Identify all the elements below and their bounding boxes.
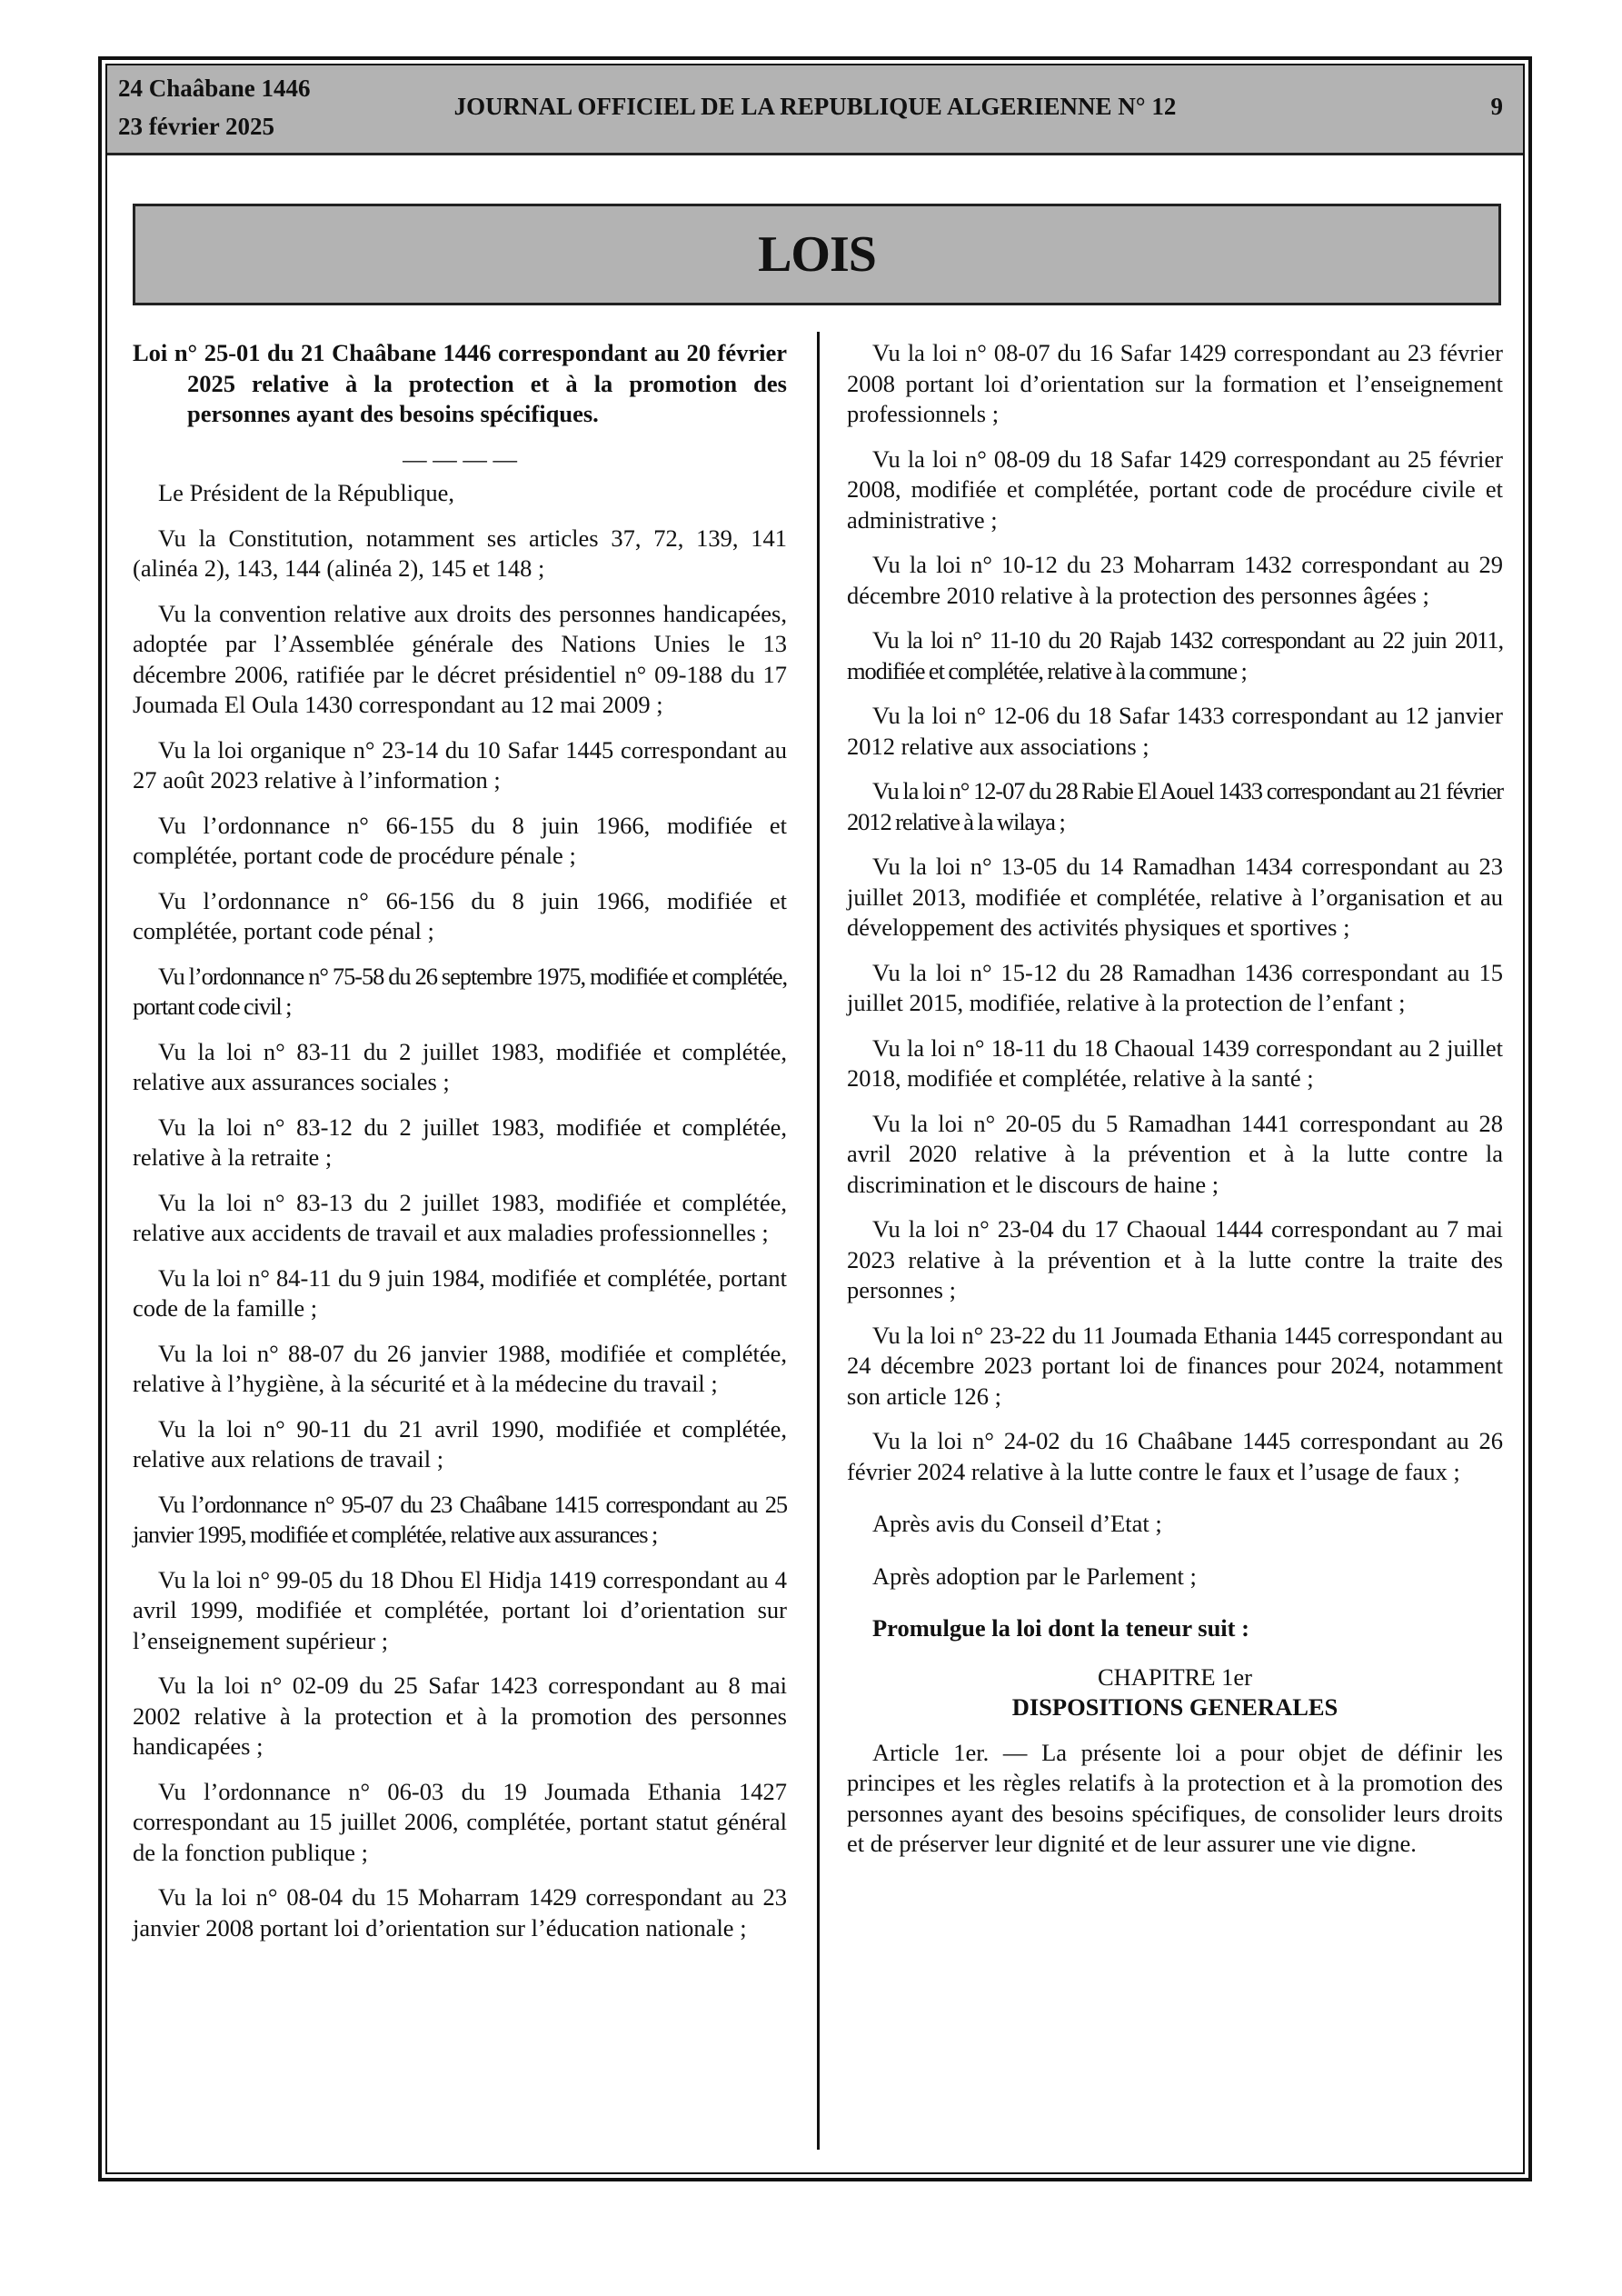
visa-paragraph: Vu la loi n° 15-12 du 28 Ramadhan 1436 correspondant au 15 juillet 2015, modifiée, relative à la protection de l’enfant ; (847, 958, 1503, 1016)
visa-paragraph: Vu la loi n° 11-10 du 20 Rajab 1432 correspondant au 22 juin 2011, modifiée et complétée, relative à la commune ; (847, 626, 1503, 684)
visa-paragraph: Vu la loi n° 83-13 du 2 juillet 1983, modifiée et complétée, relative aux accidents de travail et aux maladies professionnelles ; (133, 1188, 787, 1246)
section-title-box (133, 204, 1501, 305)
visa-paragraph: Vu la loi n° 10-12 du 23 Moharram 1432 correspondant au 29 décembre 2010 relative à la protection des personnes âgées ; (847, 551, 1503, 609)
journal-title: JOURNAL OFFICIEL DE LA REPUBLIQUE ALGERIENNE N° 12 (453, 93, 1177, 120)
president-line: Le Président de la République, (158, 479, 455, 506)
visa-paragraph: Vu la loi n° 02-09 du 25 Safar 1423 correspondant au 8 mai 2002 relative à la protection et à la promotion des personnes handicapées ; (133, 1672, 787, 1760)
visa-paragraph: Vu la loi n° 08-04 du 15 Moharram 1429 correspondant au 23 janvier 2008 portant loi d’orientation sur l’éducation nationale ; (133, 1883, 787, 1942)
visa-paragraph: Vu la loi organique n° 23-14 du 10 Safar 1445 correspondant au 27 août 2023 relative à l’information ; (133, 735, 787, 794)
visa-paragraph: Vu la loi n° 88-07 du 26 janvier 1988, modifiée et complétée, relative à l’hygiène, à la sécurité et à la médecine du travail ; (133, 1339, 787, 1397)
visa-paragraph: Vu l’ordonnance n° 75-58 du 26 septembre 1975, modifiée et complétée, portant code civil ; (133, 962, 787, 1020)
visa-paragraph: Vu l’ordonnance n° 06-03 du 19 Joumada Ethania 1427 correspondant au 15 juillet 2006, complétée, portant statut général de la fonction publique ; (133, 1777, 787, 1866)
law-title: Loi n° 25-01 du 21 Chaâbane 1446 correspondant au 20 février 2025 relative à la protection et à la promotion des personnes ayant des besoins spécifiques. (133, 339, 787, 427)
visa-paragraph: Vu la loi n° 20-05 du 5 Ramadhan 1441 correspondant au 28 avril 2020 relative à la prévention et à la lutte contre la discrimination et le discours de haine ; (847, 1109, 1503, 1198)
visa-paragraph: Vu la loi n° 23-04 du 17 Chaoual 1444 correspondant au 7 mai 2023 relative à la prévention et à la lutte contre la traite des personnes ; (847, 1215, 1503, 1303)
visa-paragraph: Vu la loi n° 99-05 du 18 Dhou El Hidja 1419 correspondant au 4 avril 1999, modifiée et complétée, portant loi d’orientation sur l’enseignement supérieur ; (133, 1565, 787, 1654)
visa-paragraph: Vu la loi n° 13-05 du 14 Ramadhan 1434 correspondant au 23 juillet 2013, modifiée et complétée, relative à l’organisation et au développement des activités physiques et sportives ; (847, 853, 1503, 941)
visa-paragraph: Vu l’ordonnance n° 95-07 du 23 Chaâbane 1415 correspondant au 25 janvier 1995, modifiée et complétée, relative aux assurances ; (133, 1490, 787, 1548)
visa-paragraph: Vu la loi n° 08-07 du 16 Safar 1429 correspondant au 23 février 2008 portant loi d’orientation sur la formation et l’enseignement professionnels ; (847, 339, 1503, 427)
journal-header (107, 65, 1523, 155)
column-divider (817, 332, 820, 2150)
visa-paragraph: Vu la convention relative aux droits des personnes handicapées, adoptée par l’Assemblée générale des Nations Unies le 13 décembre 2006, ratifiée par le décret présidentiel n° 09-188 du 17 Joumada El Oula 1430 correspondant au 12 mai 2009 ; (133, 599, 787, 718)
article-1: Article 1er. — La présente loi a pour objet de définir les principes et les règles relatifs à la protection et à la promotion des personnes ayant des besoins spécifiques, de consolider leurs droits et de préserver leur dignité et de leur assurer une vie digne. (847, 1738, 1503, 1857)
visa-paragraph: Vu la loi n° 83-12 du 2 juillet 1983, modifiée et complétée, relative à la retraite ; (133, 1113, 787, 1171)
visa-paragraph: Vu la loi n° 84-11 du 9 juin 1984, modifiée et complétée, portant code de la famille ; (133, 1263, 787, 1322)
visa-paragraph: Vu la loi n° 90-11 du 21 avril 1990, modifiée et complétée, relative aux relations de travail ; (133, 1414, 787, 1472)
hijri-date: 24 Chaâbane 1446 (118, 75, 311, 102)
visa-paragraph: Vu l’ordonnance n° 66-156 du 8 juin 1966, modifiée et complétée, portant code pénal ; (133, 886, 787, 944)
avis-paragraph: Après avis du Conseil d’Etat ; (872, 1510, 1162, 1537)
visa-paragraph: Vu la Constitution, notamment ses articles 37, 72, 139, 141 (alinéa 2), 143, 144 (alinéa 2), 145 et 148 ; (133, 524, 787, 582)
page-number: 9 (1490, 93, 1503, 120)
adoption-paragraph: Après adoption par le Parlement ; (872, 1562, 1197, 1590)
visa-paragraph: Vu la loi n° 08-09 du 18 Safar 1429 correspondant au 25 février 2008, modifiée et complétée, portant code de procédure civile et administrative ; (847, 444, 1503, 534)
visa-paragraph: Vu l’ordonnance n° 66-155 du 8 juin 1966, modifiée et complétée, portant code de procédure pénale ; (133, 811, 787, 869)
left-column (133, 338, 787, 1958)
right-column (847, 338, 1503, 1874)
chapter-label: CHAPITRE 1er (1097, 1662, 1253, 1691)
gregorian-date: 23 février 2025 (118, 113, 274, 140)
promulgation-paragraph: Promulgue la loi dont la teneur suit : (872, 1614, 1249, 1642)
visa-paragraph: Vu la loi n° 24-02 du 16 Chaâbane 1445 correspondant au 26 février 2024 relative à la lutte contre le faux et l’usage de faux ; (847, 1427, 1503, 1485)
visa-paragraph: Vu la loi n° 12-06 du 18 Safar 1433 correspondant au 12 janvier 2012 relative aux associations ; (847, 702, 1503, 760)
visa-paragraph: Vu la loi n° 12-07 du 28 Rabie El Aouel 1433 correspondant au 21 février 2012 relative à la wilaya ; (847, 777, 1503, 835)
visa-paragraph: Vu la loi n° 23-22 du 11 Joumada Ethania 1445 correspondant au 24 décembre 2023 portant loi de finances pour 2024, notamment son article 126 ; (847, 1321, 1503, 1410)
visa-paragraph: Vu la loi n° 18-11 du 18 Chaoual 1439 correspondant au 2 juillet 2018, modifiée et complétée, relative à la santé ; (847, 1033, 1503, 1092)
visa-paragraph: Vu la loi n° 83-11 du 2 juillet 1983, modifiée et complétée, relative aux assurances sociales ; (133, 1037, 787, 1095)
chapter-title: DISPOSITIONS GENERALES (1011, 1693, 1338, 1721)
section-title: LOIS (758, 226, 876, 283)
title-separator: — — — — (403, 444, 517, 473)
